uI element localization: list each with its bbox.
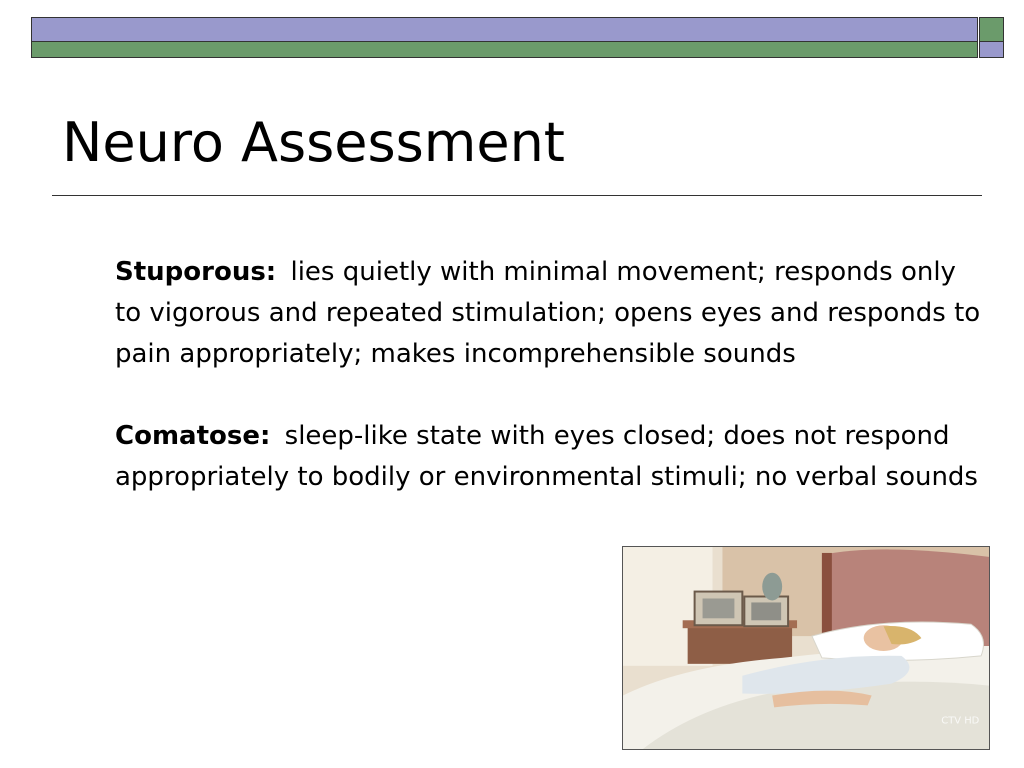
slide-title: Neuro Assessment	[62, 111, 565, 174]
slide-body	[115, 252, 985, 539]
header-square-green	[979, 17, 1004, 42]
title-divider	[52, 195, 982, 196]
definition-text: lies quietly with minimal movement; responds only to vigorous and repeated stimulation; opens eyes and responds to pain appropriately; makes incomprehensible sounds	[115, 257, 981, 369]
definition-text: sleep-like state with eyes closed; does not respond appropriately to bodily or environmental stimuli; no verbal sounds	[115, 421, 978, 492]
definition-term: Stuporous:	[115, 257, 277, 287]
definition-term: Comatose:	[115, 421, 271, 451]
watermark-text: CTV HD	[941, 715, 980, 727]
header-square-purple	[979, 42, 1004, 58]
patient-in-bed-illustration	[623, 547, 989, 749]
header-bar-green	[31, 42, 978, 58]
header-bar-purple	[31, 17, 978, 42]
patient-in-bed-photo	[622, 546, 990, 750]
definition-stuporous	[115, 252, 985, 375]
definition-comatose	[115, 416, 985, 498]
